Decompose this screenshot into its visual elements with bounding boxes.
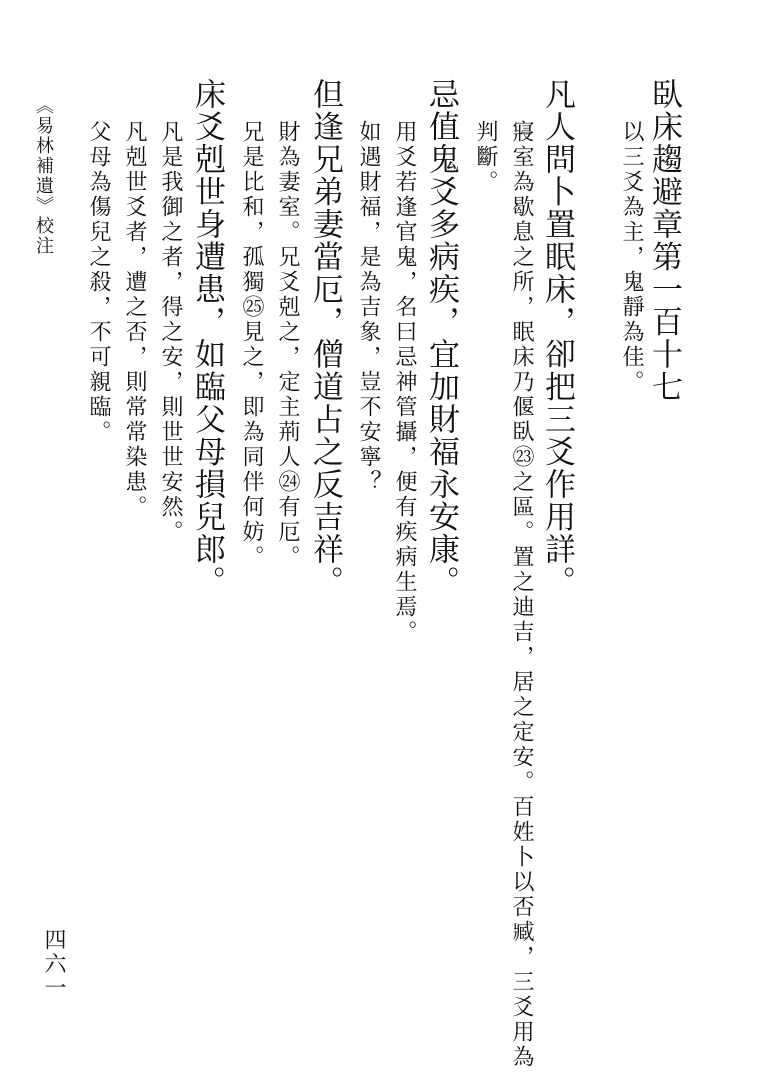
- note-4c: 父母為傷兒之殺，不可親臨。: [86, 120, 111, 445]
- note-2a: 用爻若逢官鬼，名曰忌神管攝，便有疾病生焉。: [392, 120, 417, 645]
- verse-line-1: 凡人問卜置眠床，卻把三爻作用詳。: [539, 78, 575, 598]
- chapter-subtitle: 以三爻為主，鬼靜為佳。: [619, 120, 644, 395]
- note-4b: 凡剋世爻者，遭之否，則常常染患。: [122, 120, 147, 520]
- note-1b: 判斷。: [473, 120, 498, 195]
- note-4a: 凡是我御之者，得之安，則世世安然。: [158, 120, 183, 545]
- page-number: 四六一: [41, 928, 66, 1000]
- note-1a: 寢室為歇息之所，眠床乃偃臥㉓之區。置之迪吉，居之定安。百姓卜以否臧，三爻用為: [509, 120, 534, 1070]
- note-2b: 如遇財福，是為吉象，豈不安寧？: [356, 120, 381, 495]
- verse-line-3: 但逢兄弟妻當厄，僧道占之反吉祥。: [307, 78, 343, 598]
- book-label: 《易林補遺》校注: [33, 96, 54, 256]
- verse-line-4: 床爻剋世身遭患，如臨父母損兒郎。: [189, 78, 225, 598]
- note-3a: 財為妻室。兄爻剋之，定主荊人㉔有厄。: [275, 120, 300, 570]
- note-3b: 兄是比和，孤獨㉕見之，即為同伴何妨。: [239, 120, 264, 570]
- verse-line-2: 忌值鬼爻多病疾，宜加財福永安康。: [423, 78, 459, 598]
- chapter-title: 臥床趨避章第一百十七: [646, 78, 682, 403]
